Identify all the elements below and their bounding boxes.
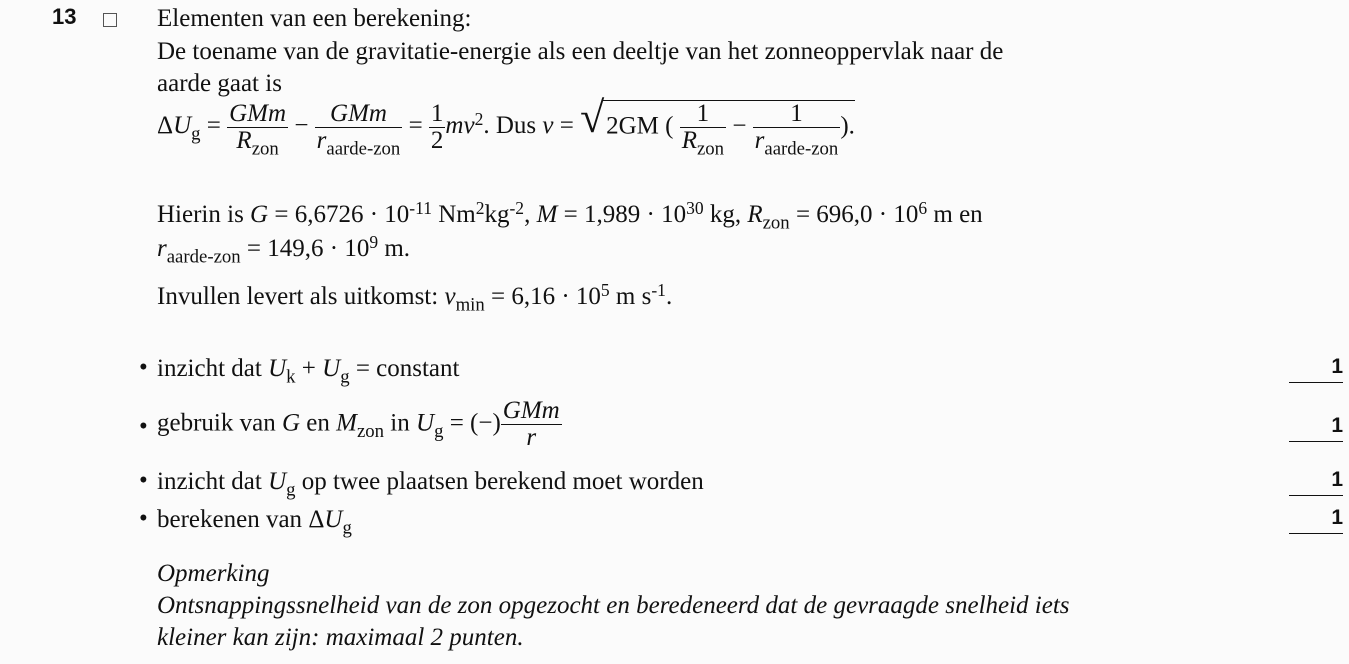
bullet: • [139,354,148,381]
fraction-2-num: GMm [330,99,387,127]
fraction-2 [315,99,403,160]
bullet: • [139,505,148,532]
remark-line-2: kleiner kan zijn: maximaal 2 punten. [157,624,524,651]
remark-title: Opmerking [157,560,270,587]
values-line-2: $r_{aarde-zon} = 149,6 \cdot 10^9$ m. [157,232,411,268]
score-2: 1 [1289,414,1343,438]
square-root: √ 2GM ( $\frac{1}{R_{zon}}$ − $\frac{1}{r_{aarde-zon}}$ ). [580,93,855,160]
question-number: 13 [52,4,77,29]
formula-line: $\Delta U_g$ = $\frac{\text{GMm}}{R_{zon}}$ − $\frac{\text{GMm}}{r_{aarde-zon}}$ = $\frac{1}{2}$ $mv^2$. Dus v = √ 2GM ( $\frac{1}{R_{zon}}$ − $\frac{1}{r_{aarde-zon}}$ ). [157,93,855,160]
remark-line-1: Ontsnappingssnelheid van de zon opgezocht en beredeneerd dat de gevraagde snelheid iets [157,592,1070,619]
scoring-item-4: berekenen van $\Delta U_g$ [157,506,352,539]
minus: − [294,111,315,139]
sub-g: g [191,123,201,145]
fraction-3: $\frac{1}{R_{zon}}$ [681,100,725,160]
delta-symbol: Δ [157,111,174,139]
radical-icon: √ [580,93,605,142]
checkbox[interactable] [103,13,117,27]
values-line-1: Hierin is $G = 6,6726 \cdot 10^{-11}$ $Nm^2kg^{-2}$, $M = 1,989 \cdot 10^{30}$ kg, $R_{zon} = 696,0 \cdot 10^6$ m en [157,198,983,234]
bullet: • [139,413,148,440]
question-title: Elementen van een berekening: [157,5,472,32]
dus: . Dus [483,111,543,139]
scoring-item-1: inzicht dat $U_k + U_g$ = constant [157,355,460,388]
score-4: 1 [1289,506,1343,530]
intro-line-1: De toename van de gravitatie-energie als een deeltje van het zonneoppervlak naar de [157,38,1004,65]
eq: = [200,111,228,139]
fraction-2-den: $r_{aarde-zon}$ [316,126,401,160]
U-symbol: U [173,111,192,139]
fraction-1-den: $R_{zon}$ [227,127,288,154]
eq2: = [408,111,429,139]
scoring-item-2: gebruik van G en $M_{zon}$ in $U_g$ = (−) $\frac{\text{GMm}}{r}$ [157,397,560,452]
fraction-4: $\frac{1}{r_{aarde-zon}}$ [754,100,839,160]
fraction-1 [227,99,288,160]
scoring-item-3: inzicht dat $U_g$ op twee plaatsen berekend moet worden [157,468,704,501]
fraction-1-num: GMm [229,99,287,127]
fraction-half: $\frac{1}{2}$ [430,99,444,154]
score-1: 1 [1289,355,1343,379]
score-3: 1 [1289,468,1343,492]
mv: mv [445,111,475,139]
bullet: • [139,467,148,494]
intro-line-2: aarde gaat is [157,70,282,97]
result-line: Invullen levert als uitkomst: $v_{min} = 6,16 \cdot 10^5$ m $s^{-1}$. [157,280,673,316]
fraction-gmm-r: $\frac{\text{GMm}}{r}$ [502,397,560,452]
